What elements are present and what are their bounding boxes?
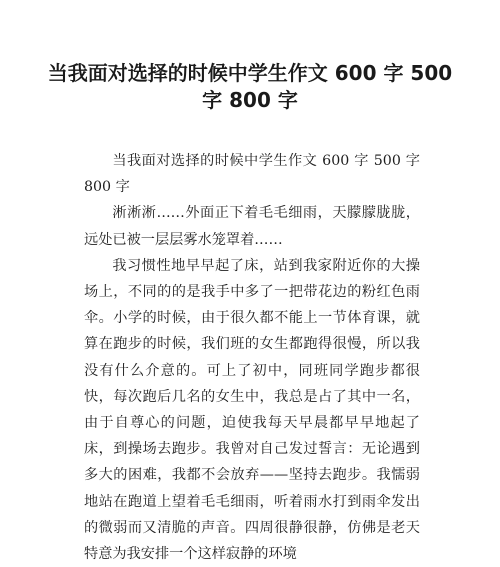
document-body — [84, 148, 420, 567]
paragraph: 淅淅淅……外面正下着毛毛细雨，天朦朦胧胧，远处已被一层层雾水笼罩着…… — [84, 205, 420, 248]
document-title: 当我面对选择的时候中学生作文 600 字 500 字 800 字 — [47, 61, 453, 112]
paragraph: 我习惯性地早早起了床，站到我家附近你的大操场上，不同的的是我手中多了一把带花边的粉红色雨伞。小学的时候，由于很久都不能上一节体育课，就算在跑步的时候，我们班的女生都跑得很慢，所以我没有什么介意的。可上了初中，同班同学跑步都很快，每次跑后几名的女生中，我总是占了其中一名，由于自尊心的问题，迫使我每天早晨都早早地起了床，到操场去跑步。我曾对自己发过誓言：无论遇到多大的困难，我都不会放弃——坚持去跑步。我懦弱地站在跑道上望着毛毛细雨，听着雨水打到雨伞发出的微弱而又清脆的声音。四周很静很静，仿佛是老天特意为我安排一个这样寂静的环境 — [84, 257, 420, 563]
paragraph: 当我面对选择的时候中学生作文 600 字 500 字 800 字 — [84, 153, 420, 196]
